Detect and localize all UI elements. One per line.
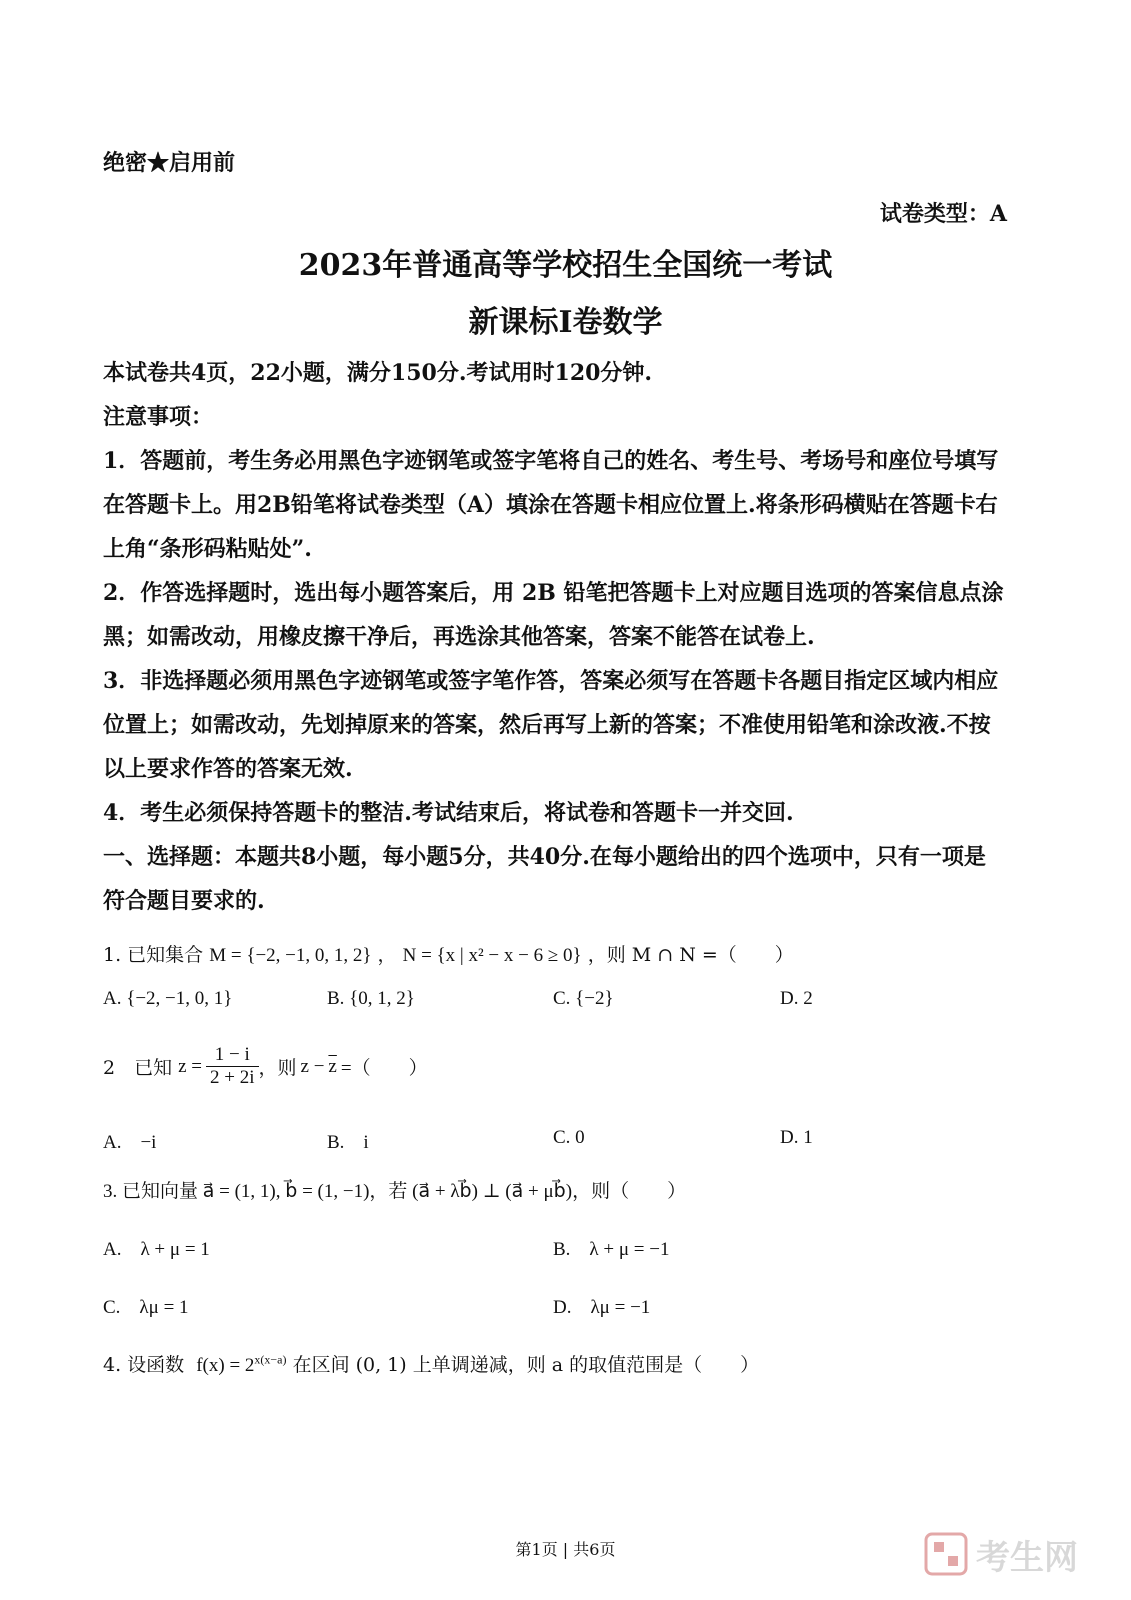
question-4-exponent: x(x−a) — [254, 1352, 287, 1367]
option-d: D. 2 — [780, 988, 813, 1009]
notice-item-3-line: 3．非选择题必须用黑色字迹钢笔或签字笔作答，答案必须写在答题卡各题目指定区域内相应 — [103, 668, 999, 694]
page-footer: 第1页 | 共6页 — [515, 1540, 616, 1559]
notice-item-3-line: 位置上；如需改动，先划掉原来的答案，然后再写上新的答案；不准使用铅笔和涂改液.不按 — [103, 712, 991, 738]
question-3: 3. 已知向量 a⃗ = (1, 1), b⃗ = (1, −1)，若 (a⃗ + λb⃗) ⊥ (a⃗ + μb⃗)，则（ ） — [103, 1181, 687, 1202]
page-title: 2023年普通高等学校招生全国统一考试 — [298, 248, 833, 283]
option-b: B. λ + μ = −1 — [553, 1239, 670, 1260]
question-1-set-n: N = {x | x² − x − 6 ≥ 0} — [402, 945, 582, 966]
notice-item-4: 4．考生必须保持答题卡的整洁.考试结束后，将试卷和答题卡一并交回. — [103, 800, 794, 826]
notice-item-1-line: 1．答题前，考生务必用黑色字迹钢笔或签字笔将自己的姓名、考生号、考场号和座位号填写 — [103, 448, 999, 474]
question-2-mid: ，则 — [258, 1057, 297, 1079]
option-b: B. {0, 1, 2} — [327, 988, 415, 1009]
option-c: C. λμ = 1 — [103, 1297, 189, 1318]
notice-item-2-line: 黑；如需改动，用橡皮擦干净后，再选涂其他答案，答案不能答在试卷上. — [103, 624, 815, 650]
notice-item-2-line: 2．作答选择题时，选出每小题答案后，用 2B 铅笔把答题卡上对应题目选项的答案信息点涂 — [103, 580, 1004, 606]
notice-item-1-line: 在答题卡上。用2B铅笔将试卷类型（A）填涂在答题卡相应位置上.将条形码横贴在答题卡右 — [103, 492, 998, 518]
notice-heading: 注意事项： — [103, 404, 214, 430]
section-heading-line: 一、选择题：本题共8小题，每小题5分，共40分.在每小题给出的四个选项中，只有一项是 — [103, 844, 986, 870]
question-1-prefix: 1. 已知集合 — [103, 944, 204, 966]
question-1 — [103, 940, 794, 967]
option-d: D. 1 — [780, 1127, 813, 1148]
notice-item-1-line: 上角“条形码粘贴处”. — [103, 536, 312, 562]
fraction-numerator: 1 − i — [206, 1044, 259, 1067]
option-d: D. λμ = −1 — [553, 1297, 651, 1318]
question-4-prefix: 4. 设函数 — [103, 1354, 185, 1376]
question-1-suffix: ，则 M ∩ N =（ ） — [587, 944, 794, 966]
option-c: C. 0 — [553, 1127, 585, 1148]
intro-text: 本试卷共4页，22小题，满分150分.考试用时120分钟. — [103, 360, 653, 386]
question-1-sep: ， — [377, 944, 397, 966]
question-2 — [103, 1044, 428, 1089]
question-2-fraction — [206, 1044, 259, 1089]
question-4 — [103, 1350, 759, 1377]
option-a: A. {−2, −1, 0, 1} — [103, 988, 233, 1009]
option-a: A. −i — [103, 1132, 157, 1153]
section-heading-line: 符合题目要求的. — [103, 888, 265, 914]
question-2-z-conjugate: $\overline{z}$ — [328, 1055, 337, 1077]
question-4-function: f(x) = 2 — [196, 1355, 255, 1376]
question-2-expr-a: z − — [300, 1055, 325, 1077]
paper-type: 试卷类型：A — [879, 201, 1007, 227]
option-c: C. {−2} — [553, 988, 614, 1009]
page-subtitle: 新课标Ⅰ卷数学 — [468, 305, 663, 340]
question-2-z-eq: z = — [178, 1055, 202, 1077]
secret-label: 绝密★启用前 — [103, 150, 236, 176]
watermark-logo — [924, 1528, 1120, 1580]
fraction-denominator: 2 + 2i — [210, 1067, 255, 1088]
notice-item-3-line: 以上要求作答的答案无效. — [103, 756, 353, 782]
watermark-text: 考生网 — [976, 1538, 1078, 1578]
question-1-set-m: M = {−2, −1, 0, 1, 2} — [209, 945, 372, 966]
watermark-icon — [924, 1532, 968, 1576]
option-b: B. i — [327, 1132, 369, 1153]
question-2-expr-c: =（ ） — [340, 1058, 428, 1079]
option-a: A. λ + μ = 1 — [103, 1239, 210, 1260]
question-4-suffix: 在区间 (0, 1) 上单调递减，则 a 的取值范围是（ ） — [292, 1354, 760, 1376]
question-2-prefix: 2 已知 — [103, 1057, 173, 1079]
